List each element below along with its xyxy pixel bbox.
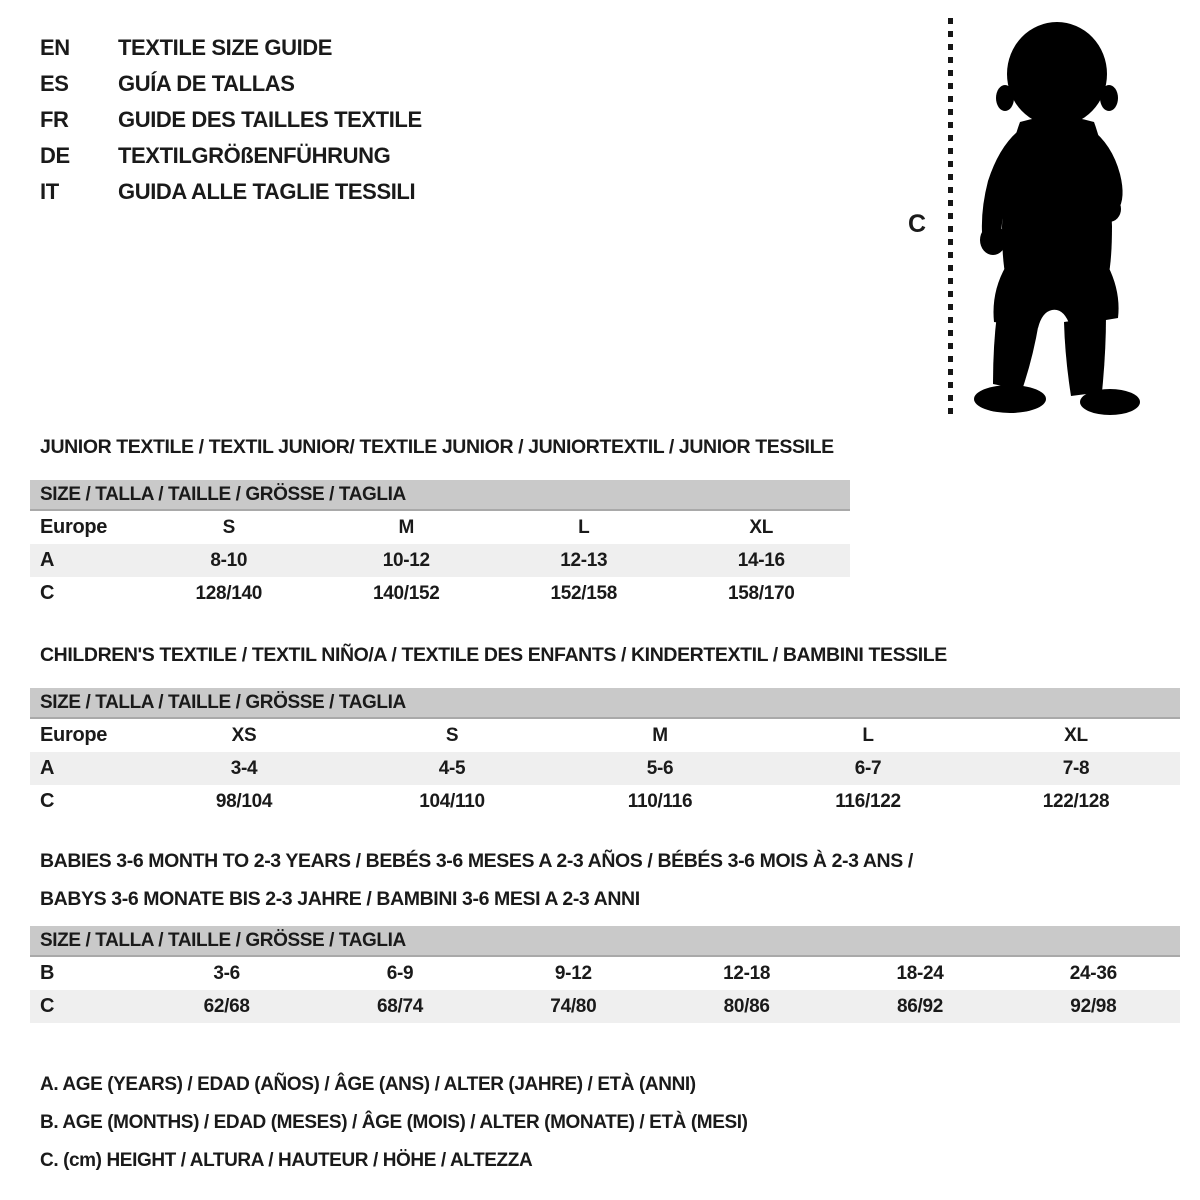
section-heading-babies-line1: BABIES 3-6 MONTH TO 2-3 YEARS / BEBÉS 3-6 MESES A 2-3 AÑOS / BÉBÉS 3-6 MOIS À 2-3 ANS / <box>40 850 913 872</box>
table-cell: 62/68 <box>203 995 250 1017</box>
language-code: EN <box>40 35 70 60</box>
table-cell: M <box>652 724 668 746</box>
section-heading-babies-line2: BABYS 3-6 MONATE BIS 2-3 JAHRE / BAMBINI 3-6 MESI A 2-3 ANNI <box>40 888 640 910</box>
table-cell: 110/116 <box>627 790 693 812</box>
table-row <box>30 957 1180 990</box>
guide-title: GUÍA DE TALLAS <box>118 71 295 96</box>
table-cell: XL <box>749 516 774 538</box>
table-cell: 14-16 <box>737 549 785 571</box>
language-row <box>40 138 422 174</box>
table-row <box>30 752 1180 785</box>
row-label: A <box>40 549 55 571</box>
height-measure-label: C <box>908 210 927 238</box>
table-cell: 10-12 <box>382 549 430 571</box>
table-cell: 12-18 <box>723 962 771 984</box>
language-title-list <box>40 30 422 210</box>
table-cell: 122/128 <box>1042 790 1110 812</box>
guide-title: TEXTILGRÖßENFÜHRUNG <box>118 143 391 168</box>
row-label: Europe <box>40 724 108 746</box>
table-cell: S <box>222 516 235 538</box>
toddler-silhouette-icon <box>960 16 1145 420</box>
table-row <box>30 785 1180 818</box>
section-heading-junior: JUNIOR TEXTILE / TEXTIL JUNIOR/ TEXTILE JUNIOR / JUNIORTEXTIL / JUNIOR TESSILE <box>40 436 834 458</box>
guide-title: GUIDA ALLE TAGLIE TESSILI <box>118 179 416 204</box>
measurement-legend <box>40 1066 748 1180</box>
size-header-bar: SIZE / TALLA / TAILLE / GRÖSSE / TAGLIA <box>30 926 1180 957</box>
language-code: IT <box>40 179 59 204</box>
section-heading-babies <box>40 842 913 918</box>
row-label: Europe <box>40 516 108 538</box>
table-cell: XL <box>1064 724 1088 746</box>
language-row <box>40 66 422 102</box>
table-row <box>30 544 850 577</box>
legend-line-a: A. AGE (YEARS) / EDAD (AÑOS) / ÂGE (ANS) / ALTER (JAHRE) / ETÀ (ANNI) <box>40 1074 696 1095</box>
table-cell: 128/140 <box>195 582 263 604</box>
junior-size-table <box>30 480 850 610</box>
row-label: C <box>40 995 55 1017</box>
language-row <box>40 30 422 66</box>
table-cell: 92/98 <box>1070 995 1117 1017</box>
table-cell: 7-8 <box>1062 757 1090 779</box>
size-header-bar: SIZE / TALLA / TAILLE / GRÖSSE / TAGLIA <box>30 688 1180 719</box>
table-row <box>30 577 850 610</box>
table-cell: 116/122 <box>835 790 901 812</box>
language-code: FR <box>40 107 69 132</box>
table-cell: 8-10 <box>210 549 248 571</box>
table-cell: 68/74 <box>376 995 424 1017</box>
table-cell: 18-24 <box>896 962 944 984</box>
table-cell: 6-9 <box>386 962 414 984</box>
language-code: DE <box>40 143 70 168</box>
table-cell: 3-4 <box>230 757 258 779</box>
height-measure-dotted-line <box>948 18 953 416</box>
table-cell: 12-13 <box>560 549 608 571</box>
row-label: B <box>40 962 55 984</box>
table-row <box>30 511 850 544</box>
language-row <box>40 102 422 138</box>
table-cell: 152/158 <box>550 582 618 604</box>
language-code: ES <box>40 71 69 96</box>
language-row <box>40 174 422 210</box>
table-cell: 86/92 <box>896 995 944 1017</box>
table-cell: 5-6 <box>646 757 674 779</box>
size-header-bar: SIZE / TALLA / TAILLE / GRÖSSE / TAGLIA <box>30 480 850 511</box>
table-cell: S <box>445 724 459 746</box>
guide-title: GUIDE DES TAILLES TEXTILE <box>118 107 422 132</box>
table-cell: 4-5 <box>438 757 466 779</box>
table-cell: 80/86 <box>723 995 770 1017</box>
table-cell: 74/80 <box>550 995 597 1017</box>
table-cell: 98/104 <box>215 790 273 812</box>
row-label: C <box>40 790 55 812</box>
children-size-table <box>30 688 1180 818</box>
row-label: A <box>40 757 55 779</box>
legend-line-c: C. (cm) HEIGHT / ALTURA / HAUTEUR / HÖHE / ALTEZZA <box>40 1150 533 1171</box>
table-row <box>30 719 1180 752</box>
table-cell: L <box>862 724 874 746</box>
table-cell: M <box>398 516 415 538</box>
table-cell: XS <box>231 724 257 746</box>
table-cell: 3-6 <box>213 962 240 984</box>
table-cell: 158/170 <box>727 582 795 604</box>
table-cell: 9-12 <box>554 962 592 984</box>
table-cell: 140/152 <box>372 582 440 604</box>
table-cell: 24-36 <box>1069 962 1117 984</box>
row-label: C <box>40 582 55 604</box>
guide-title: TEXTILE SIZE GUIDE <box>118 35 333 60</box>
babies-size-table <box>30 926 1180 1023</box>
table-cell: 6-7 <box>854 757 882 779</box>
table-cell: 104/110 <box>419 790 485 812</box>
legend-line-b: B. AGE (MONTHS) / EDAD (MESES) / ÂGE (MOIS) / ALTER (MONATE) / ETÀ (MESI) <box>40 1112 748 1133</box>
section-heading-children: CHILDREN'S TEXTILE / TEXTIL NIÑO/A / TEXTILE DES ENFANTS / KINDERTEXTIL / BAMBINI TESSILE <box>40 644 947 666</box>
table-row <box>30 990 1180 1023</box>
table-cell: L <box>578 516 590 538</box>
